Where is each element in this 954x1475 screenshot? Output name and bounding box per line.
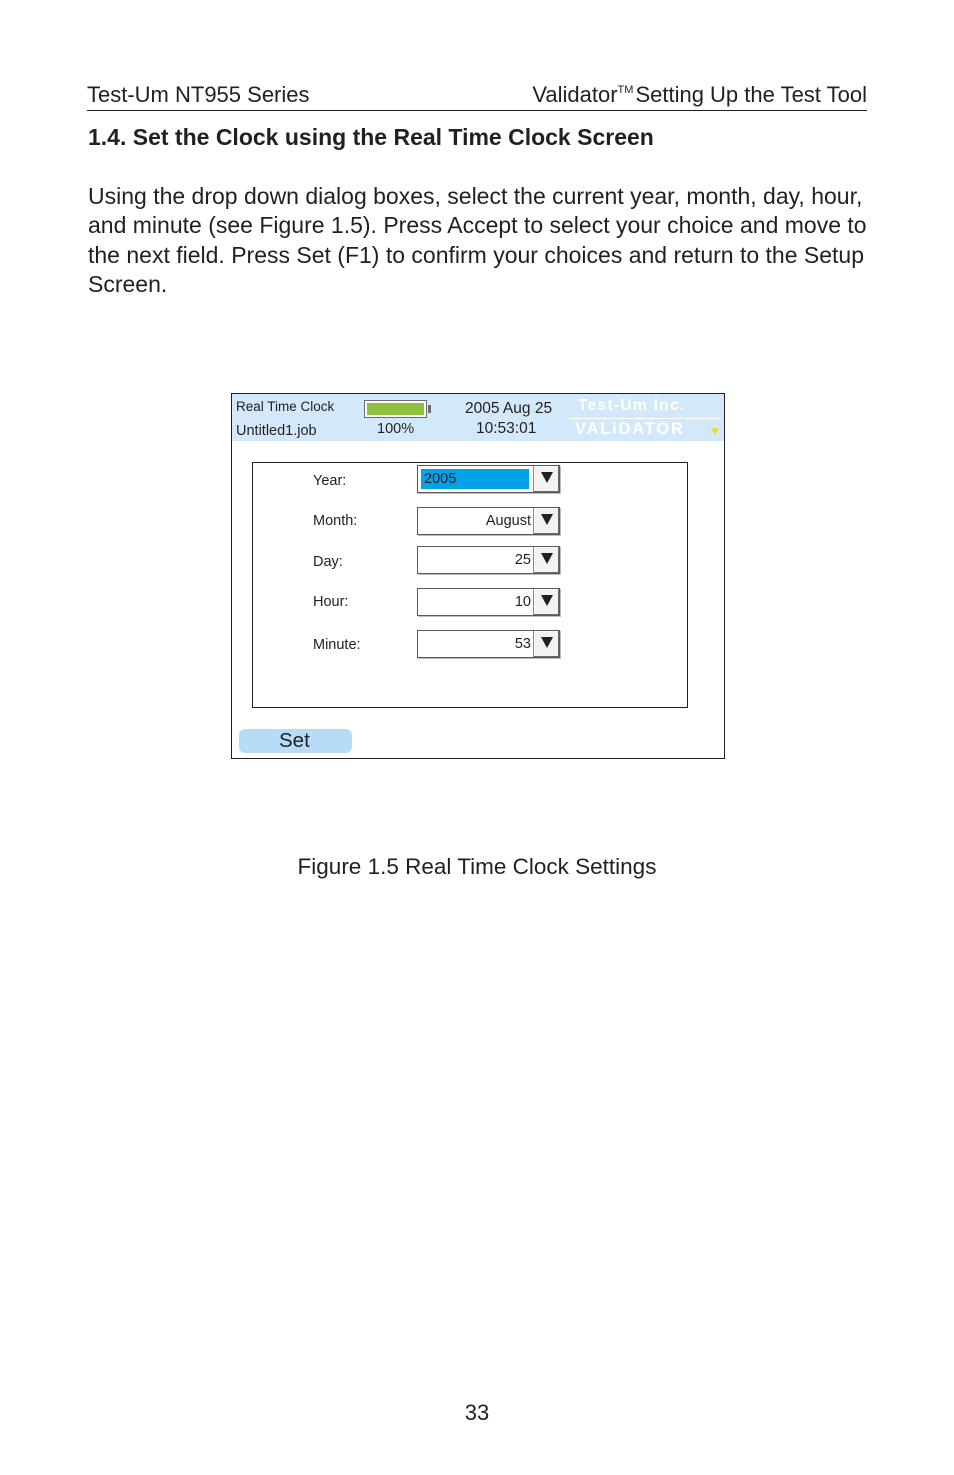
hour-label: Hour: (313, 594, 349, 610)
brand-company-logo: Test-Um Inc. (578, 397, 686, 414)
hour-dropdown[interactable] (417, 588, 560, 616)
status-bar (232, 394, 724, 441)
brand-product-logo: VALiDATOR (575, 420, 685, 438)
year-value: 2005 (424, 471, 457, 487)
hour-value: 10 (514, 594, 531, 610)
triangle-down-icon: ▼ (709, 424, 721, 438)
hour-dropdown-button[interactable] (533, 589, 559, 615)
set-button[interactable] (239, 729, 352, 753)
battery-terminal (428, 405, 431, 413)
figure-caption: Figure 1.5 Real Time Clock Settings (297, 854, 657, 879)
month-label: Month: (313, 513, 358, 529)
status-time: 10:53:01 (476, 420, 537, 437)
dropdown-arrow-icon (541, 514, 553, 525)
month-dropdown-button[interactable] (533, 508, 559, 534)
day-dropdown-button[interactable] (533, 547, 559, 573)
day-label: Day: (313, 554, 343, 570)
year-dropdown[interactable] (417, 465, 560, 493)
minute-dropdown[interactable] (417, 630, 560, 658)
month-value: August (485, 513, 531, 529)
minute-value: 53 (514, 636, 531, 652)
day-dropdown[interactable] (417, 546, 560, 574)
minute-label: Minute: (313, 637, 361, 653)
body-paragraph: Using the drop down dialog boxes, select the current year, month, day, hour, and minute (see Figure 1.5). Press Accept to select your choice and move to the next field. Press Set (F1) to confirm your choices and return to the Setup Screen. (88, 183, 867, 297)
device-screen (231, 393, 725, 759)
header-rule (87, 110, 867, 111)
clock-form-panel (252, 462, 688, 708)
battery-icon (364, 400, 427, 418)
job-name: Untitled1.job (236, 423, 317, 439)
status-date: 2005 Aug 25 (465, 400, 553, 417)
dropdown-arrow-icon (541, 595, 553, 606)
day-value: 25 (514, 552, 531, 568)
month-dropdown[interactable] (417, 507, 560, 535)
battery-level-fill (367, 403, 424, 415)
screen-title: Real Time Clock (236, 399, 335, 414)
dropdown-arrow-icon (541, 637, 553, 648)
selection-highlight (421, 469, 529, 489)
year-label: Year: (313, 473, 347, 489)
section-name: Setting Up the Test Tool (635, 82, 867, 107)
running-header-title: Test-Um NT955 Series (87, 82, 310, 107)
section-heading: 1.4. Set the Clock using the Real Time Clock Screen (88, 124, 654, 150)
dropdown-arrow-icon (541, 553, 553, 564)
year-dropdown-button[interactable] (533, 466, 559, 492)
brand-divider (568, 418, 722, 419)
running-header-section (532, 82, 867, 108)
product-name: Validator (532, 82, 618, 107)
trademark-mark: TM (617, 84, 634, 96)
page-number: 33 (464, 1400, 490, 1425)
minute-dropdown-button[interactable] (533, 631, 559, 657)
dropdown-arrow-icon (541, 472, 553, 483)
set-button-label: Set (279, 729, 310, 752)
battery-percent: 100% (377, 421, 415, 437)
